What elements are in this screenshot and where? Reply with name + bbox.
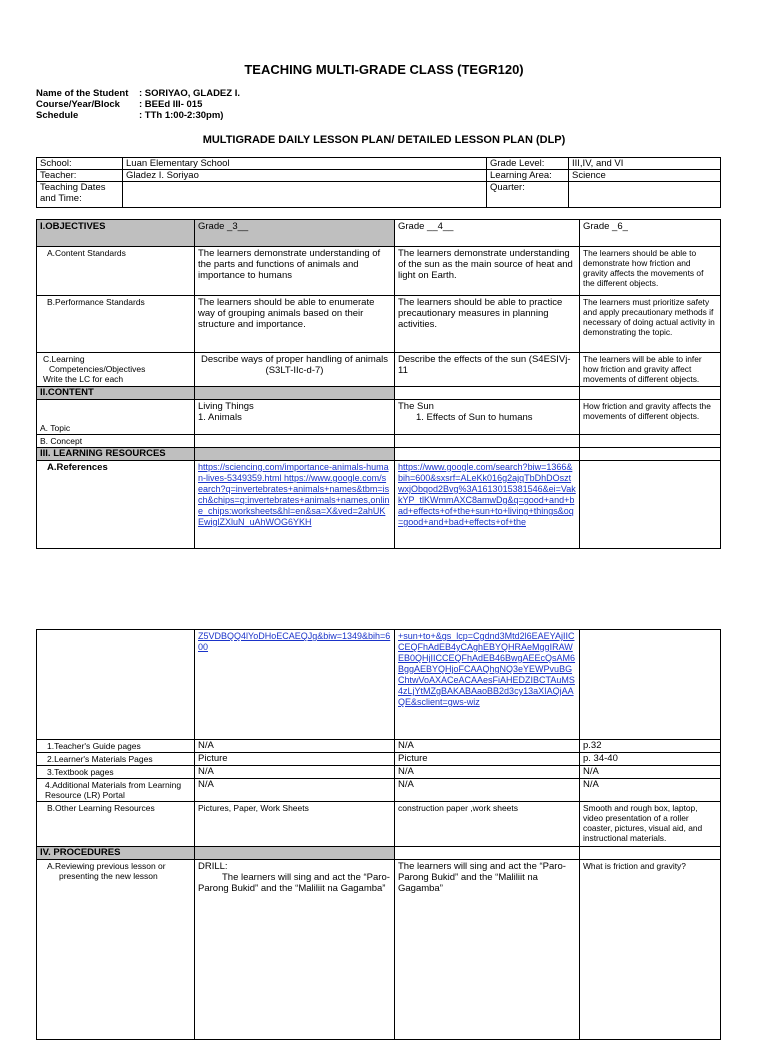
reviewing-lesson-label (37, 860, 195, 1040)
document-subtitle: MULTIGRADE DAILY LESSON PLAN/ DETAILED LESSON PLAN (DLP) (202, 134, 566, 146)
references-continued-grade6 (580, 630, 721, 740)
additional-materials-grade3: N/A (195, 779, 395, 802)
additional-materials-label: 4.Additional Materials from Learning Resource (LR) Portal (37, 779, 195, 802)
student-value: : SORIYAO, GLADEZ I. (139, 88, 240, 99)
content-standards-grade3: The learners demonstrate understanding of the parts and functions of animals and importance to humans (195, 247, 395, 296)
grade4-heading: Grade __4__ (395, 220, 580, 247)
content-grade3-line-1: Living Things (198, 401, 254, 412)
learning-resources-heading: III. LEARNING RESOURCES (37, 448, 195, 461)
references-grade3-link[interactable]: https://sciencing.com/importance-animals-human-lives-5349359.html https://www.google.com/search?q=invertebrates+animals+names&tbm=isch&chips=q:invertebrates+animals+names,online_chips:worksheets&hl=en&sa=X&ved=2ahUKEwiglZXluN_uAhWOG6YKH (198, 462, 390, 527)
other-resources-grade6: Smooth and rough box, laptop, video presentation of a roller coaster, pictures, visual aid, and instructional materials. (580, 802, 721, 847)
references-grade6 (580, 461, 721, 549)
learning-competencies-grade4: Describe the effects of the sun (S4ESIVj-11 (395, 353, 580, 387)
references-grade3 (195, 461, 395, 549)
references-continued-grade4 (395, 630, 580, 740)
grade-level-value: III,IV, and VI (569, 158, 721, 170)
textbook-grade4: N/A (395, 766, 580, 779)
procedures-cell-6 (580, 847, 721, 860)
performance-standards-label: B.Performance Standards (37, 296, 195, 353)
references-grade4-link[interactable]: https://www.google.com/search?biw=1366&bih=600&sxsrf=ALeKk016g2ajqTbDhDOsztwxjObqod2Bvg%3A1613015381546&ei=VakkYP_tlKWmmAXC8amwDg&q=good+and+bad+effects+of+the+sun+to+living+things&oq=good+and+bad+effects+of+the (398, 462, 576, 527)
objectives-heading: I.OBJECTIVES (37, 220, 195, 247)
content-grade4-line-2: 1. Effects of Sun to humans (416, 412, 533, 423)
course-label: Course/Year/Block (36, 99, 120, 110)
learning-area-label: Learning Area: (487, 170, 569, 182)
lesson-plan-table (36, 219, 721, 549)
procedures-heading: IV. PROCEDURES (37, 847, 195, 860)
grade6-heading: Grade _6_ (580, 220, 721, 247)
learning-competencies-grade3: Describe ways of proper handling of animals (S3LT-IIc-d-7) (195, 353, 395, 387)
teachers-guide-label: 1.Teacher's Guide pages (37, 740, 195, 753)
quarter-value (569, 182, 721, 208)
references-continued-grade3 (195, 630, 395, 740)
other-resources-label: B.Other Learning Resources (37, 802, 195, 847)
reviewing-lesson-grade6: What is friction and gravity? (580, 860, 721, 1040)
content-grade3 (195, 400, 395, 435)
other-resources-grade4: construction paper ,work sheets (395, 802, 580, 847)
textbook-label: 3.Textbook pages (37, 766, 195, 779)
learning-competencies-label (37, 353, 195, 387)
learning-resources-cell-4 (395, 448, 580, 461)
performance-standards-grade4: The learners should be able to practice precautionary measures in planning activities. (395, 296, 580, 353)
references-label: A.References (37, 461, 195, 549)
teachers-guide-grade3: N/A (195, 740, 395, 753)
learning-resources-cell-6 (580, 448, 721, 461)
content-heading-cell-6 (580, 387, 721, 400)
lesson-plan-table-continued (36, 629, 721, 1040)
additional-materials-grade4: N/A (395, 779, 580, 802)
learning-area-value: Science (569, 170, 721, 182)
reviewing-lesson-grade4: The learners will sing and act the “Paro-Parong Bukid” and the “Maliliit na Gagamba” (395, 860, 580, 1040)
content-heading: II.CONTENT (37, 387, 195, 400)
concept-grade6 (580, 435, 721, 448)
procedures-heading-fill (195, 847, 395, 860)
content-heading-fill (195, 387, 395, 400)
quarter-label: Quarter: (487, 182, 569, 208)
lc-label-line-3: Write the LC for each (43, 374, 124, 384)
content-standards-grade6: The learners should be able to demonstrate how friction and gravity affects the movements of the different objects. (580, 247, 721, 296)
content-grade3-line-2: 1. Animals (198, 412, 242, 423)
additional-materials-grade6: N/A (580, 779, 721, 802)
schedule-label: Schedule (36, 110, 79, 121)
header-table (36, 157, 721, 208)
school-value: Luan Elementary School (123, 158, 487, 170)
lc-label-line-1: C.Learning (43, 354, 85, 364)
references-continued-grade3-link[interactable]: Z5VDBQQ4lYoDHoECAEQJg&biw=1349&bih=600 (198, 631, 391, 652)
reviewing-lesson-grade3 (195, 860, 395, 1040)
grade3-heading: Grade _3__ (195, 220, 395, 247)
references-continued-grade4-link[interactable]: +sun+to+&gs_lcp=Cgdnd3Mtd2l6EAEYAjIICCEQFhAdEB4yCAghEBYQHRAeMggIRAWEB0QHjIICCEQFhAdEB46BwgAEEcQsAM6BggAEBYQHjoFCAAQhgNQ3eYEWPvuBGChtwVoAXACeACAAesFiAHEDZIBCTAuMS4zLjYtMZgBAKABAaoBB2d3cy13aXIAQjAAQE&sclient=gws-wiz (398, 631, 576, 707)
learning-resources-heading-fill (195, 448, 395, 461)
dates-label: Teaching Dates and Time: (37, 182, 123, 208)
learning-competencies-grade6: The learners will be able to infer how friction and gravity affect movements of different objects. (580, 353, 721, 387)
references-grade4 (395, 461, 580, 549)
drill-label: DRILL: (198, 861, 228, 872)
learners-materials-label: 2.Learner's Materials Pages (37, 753, 195, 766)
concept-label: B. Concept (37, 435, 195, 448)
student-info (36, 88, 240, 121)
reviewing-lesson-label-line-2: presenting the new lesson (59, 871, 158, 881)
textbook-grade3: N/A (195, 766, 395, 779)
learners-materials-grade6: p. 34-40 (580, 753, 721, 766)
school-label: School: (37, 158, 123, 170)
content-grade6: How friction and gravity affects the movements of different objects. (580, 400, 721, 435)
content-standards-grade4: The learners demonstrate understanding of the sun as the main source of heat and light on Earth. (395, 247, 580, 296)
learners-materials-grade3: Picture (195, 753, 395, 766)
reviewing-lesson-grade3-text: The learners will sing and act the “Paro-Parong Bukid” and the “Maliliit na Gagamba” (198, 872, 390, 894)
learners-materials-grade4: Picture (395, 753, 580, 766)
teachers-guide-grade6: p.32 (580, 740, 721, 753)
textbook-grade6: N/A (580, 766, 721, 779)
topic-label (37, 400, 195, 435)
content-standards-label: A.Content Standards (37, 247, 195, 296)
procedures-cell-4 (395, 847, 580, 860)
teacher-value: Gladez I. Soriyao (123, 170, 487, 182)
schedule-value: : TTh 1:00-2:30pm) (139, 110, 224, 121)
concept-grade3 (195, 435, 395, 448)
reviewing-lesson-label-line-1: A.Reviewing previous lesson or (47, 861, 166, 871)
concept-grade4 (395, 435, 580, 448)
content-grade4 (395, 400, 580, 435)
content-heading-cell-4 (395, 387, 580, 400)
lc-label-line-2: Competencies/Objectives (49, 364, 146, 374)
dates-value (123, 182, 487, 208)
content-grade4-line-1: The Sun (398, 401, 434, 412)
other-resources-grade3: Pictures, Paper, Work Sheets (195, 802, 395, 847)
student-label: Name of the Student (36, 88, 129, 99)
performance-standards-grade3: The learners should be able to enumerate way of grouping animals based on their structure and importance. (195, 296, 395, 353)
grade-level-label: Grade Level: (487, 158, 569, 170)
references-continued-label (37, 630, 195, 740)
topic-label-text: A. Topic (40, 423, 71, 433)
document-title: TEACHING MULTI-GRADE CLASS (TEGR120) (244, 62, 524, 77)
teacher-label: Teacher: (37, 170, 123, 182)
performance-standards-grade6: The learners must prioritize safety and apply precautionary methods if necessary of doing actual activity in demonstrating the topic. (580, 296, 721, 353)
course-value: : BEEd III- 015 (139, 99, 203, 110)
teachers-guide-grade4: N/A (395, 740, 580, 753)
